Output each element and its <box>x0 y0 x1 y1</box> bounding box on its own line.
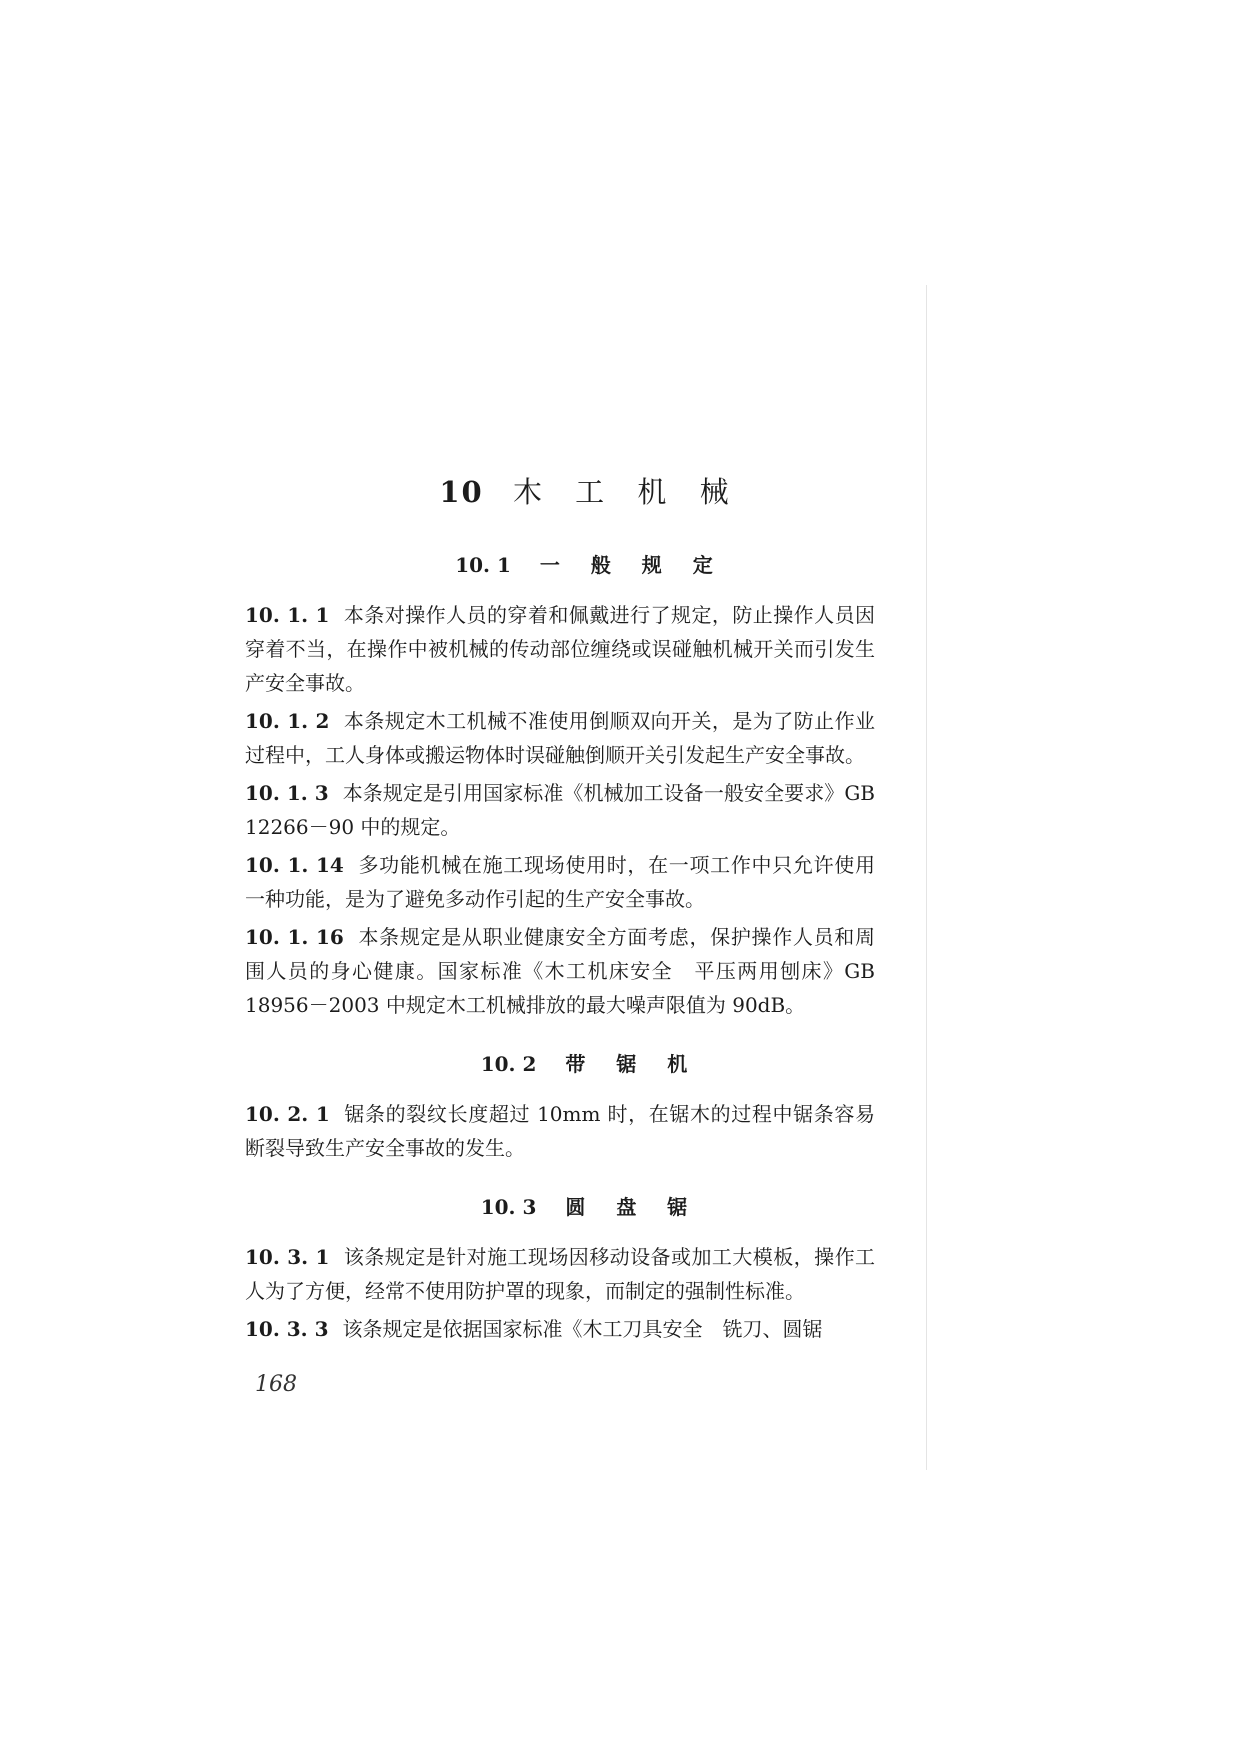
section-heading <box>245 1191 875 1220</box>
clause-text: 该条规定是依据国家标准《木工刀具安全 铣刀、圆锯 <box>342 1317 823 1341</box>
clause-number: 10. 3. 3 <box>245 1317 329 1341</box>
section-title: 一 般 规 定 <box>539 553 725 577</box>
clause-text: 该条规定是针对施工现场因移动设备或加工大模板，操作工人为了方便，经常不使用防护罩的现象，而制定的强制性标准。 <box>245 1245 876 1303</box>
clause-number: 10. 1. 1 <box>245 603 330 627</box>
clause-text: 多功能机械在施工现场使用时，在一项工作中只允许使用一种功能，是为了避免多动作引起的生产安全事故。 <box>245 853 875 911</box>
clause-number: 10. 2. 1 <box>245 1102 330 1126</box>
section-title: 带 锯 机 <box>565 1052 700 1076</box>
clause-text: 本条规定是引用国家标准《机械加工设备一般安全要求》GB 12266－90 中的规定。 <box>245 781 875 839</box>
section-title: 圆 盘 锯 <box>565 1195 700 1219</box>
clause-number: 10. 1. 16 <box>245 925 344 949</box>
section-number: 10. 3 <box>480 1195 537 1219</box>
clause-10-1-16 <box>245 920 875 1022</box>
clause-text: 本条规定木工机械不准使用倒顺双向开关，是为了防止作业过程中，工人身体或搬运物体时误碰触倒顺开关引发起生产安全事故。 <box>245 709 876 767</box>
clause-10-3-1 <box>245 1240 875 1308</box>
clause-text: 锯条的裂纹长度超过 10mm 时，在锯木的过程中锯条容易断裂导致生产安全事故的发生。 <box>245 1102 876 1160</box>
clause-text: 本条规定是从职业健康安全方面考虑，保护操作人员和周围人员的身心健康。国家标准《木工机床安全 平压两用刨床》GB 18956－2003 中规定木工机械排放的最大噪声限值为 90dB。 <box>245 925 875 1017</box>
chapter-number: 10 <box>439 475 484 509</box>
clause-number: 10. 1. 14 <box>245 853 344 877</box>
section-heading <box>245 1048 875 1077</box>
clause-10-2-1 <box>245 1097 875 1165</box>
section-10-2 <box>245 1048 875 1165</box>
section-heading <box>245 549 875 578</box>
section-number: 10. 1 <box>455 553 511 577</box>
section-10-1 <box>245 549 875 1022</box>
clause-10-3-3 <box>245 1312 875 1346</box>
clause-number: 10. 1. 3 <box>245 781 329 805</box>
page-content <box>245 470 875 1350</box>
clause-10-1-2 <box>245 704 875 772</box>
page-number: 168 <box>255 1372 297 1397</box>
binding-line <box>926 285 927 1470</box>
clause-number: 10. 1. 2 <box>245 709 330 733</box>
clause-10-1-3 <box>245 776 875 844</box>
clause-10-1-1 <box>245 598 875 700</box>
clause-10-1-14 <box>245 848 875 916</box>
chapter-title <box>245 470 875 511</box>
chapter-name: 木 工 机 械 <box>512 475 741 509</box>
section-10-3 <box>245 1191 875 1346</box>
clause-number: 10. 3. 1 <box>245 1245 330 1269</box>
section-number: 10. 2 <box>480 1052 537 1076</box>
clause-text: 本条对操作人员的穿着和佩戴进行了规定，防止操作人员因穿着不当，在操作中被机械的传动部位缠绕或误碰触机械开关而引发生产安全事故。 <box>245 603 876 695</box>
